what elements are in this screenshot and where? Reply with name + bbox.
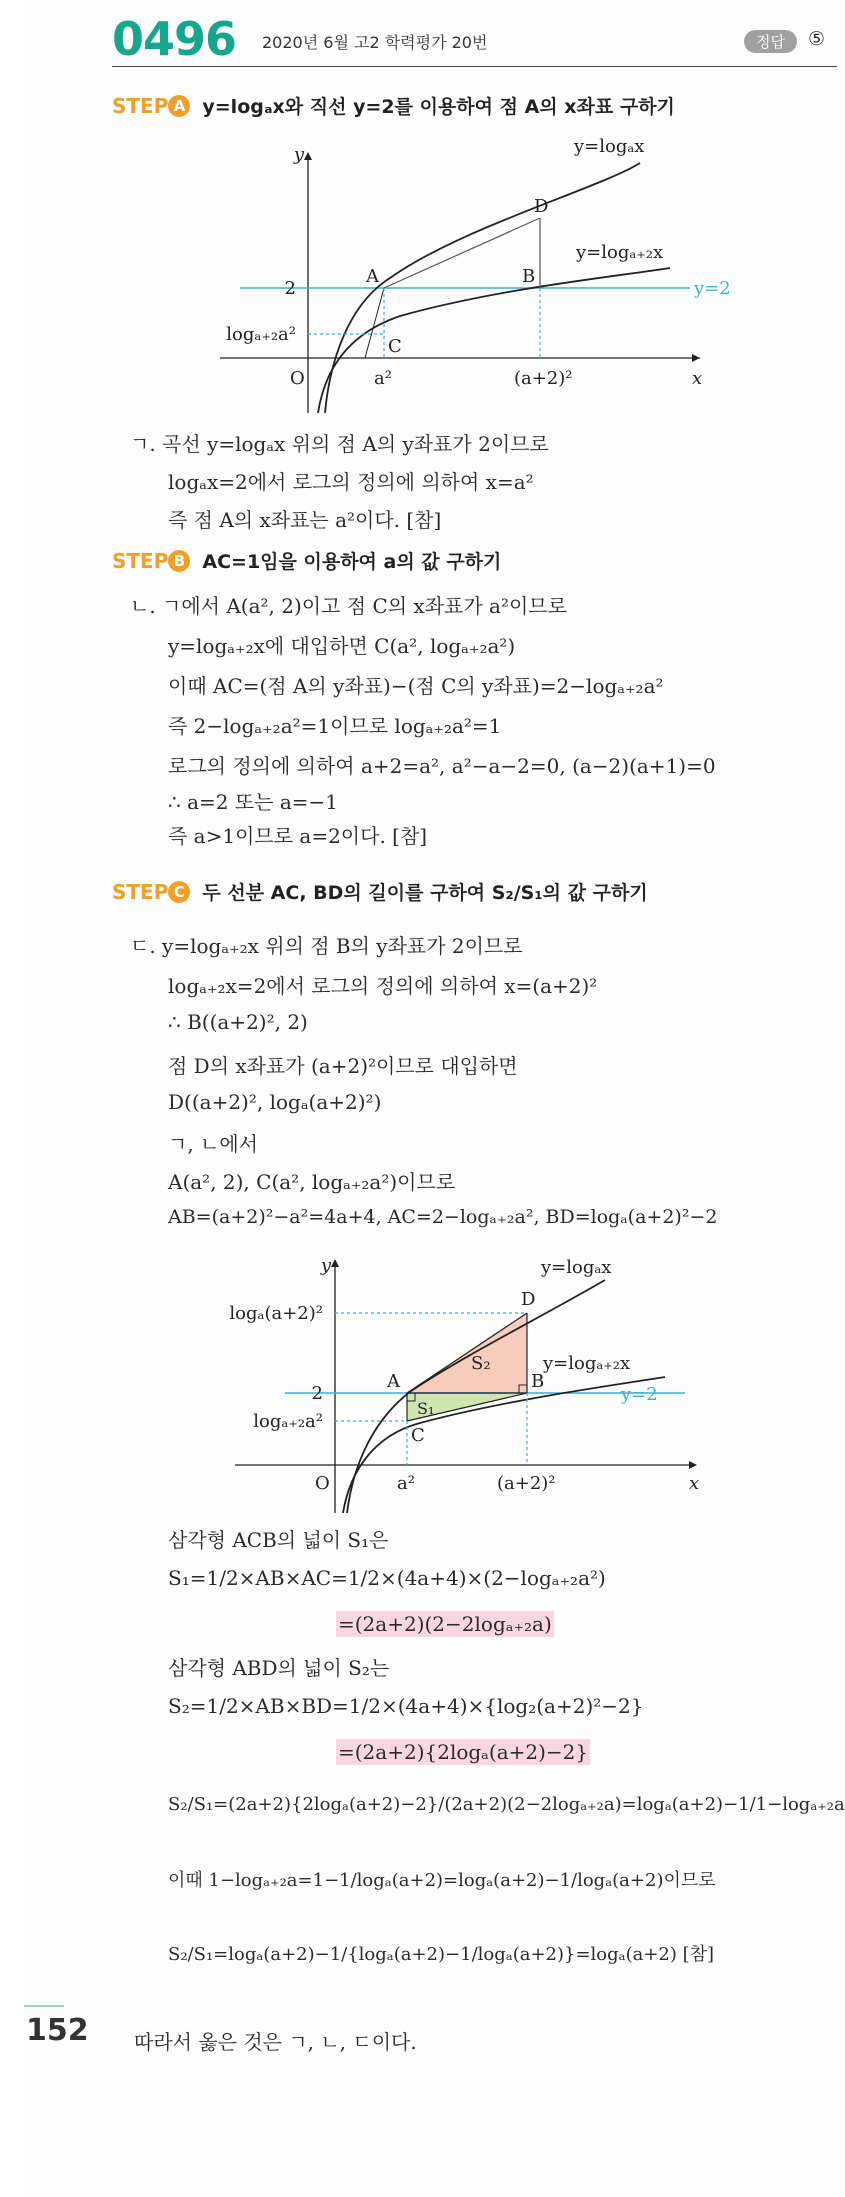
step-a-badge: A [168, 95, 190, 117]
line-label: y=2 [694, 278, 731, 299]
problem-header [112, 8, 837, 67]
text-d-3: =(2a+2)(2−2logₐ₊₂a) [338, 1612, 552, 1636]
g2-y-tick-log: logₐ₊₂a² [253, 1411, 323, 1432]
problem-number: 0496 [112, 12, 237, 66]
g2-point-d: D [521, 1289, 536, 1310]
step-b-heading: STEP B AC=1임을 이용하여 a의 값 구하기 [112, 549, 502, 573]
point-d: D [534, 196, 549, 217]
text-b-5: 로그의 정의에 의하여 a+2=a², a²−a−2=0, (a−2)(a+1)=0 [168, 754, 716, 778]
x-tick-a22: (a+2)² [514, 368, 573, 389]
segment-ad [384, 218, 540, 288]
text-c-4: 점 D의 x좌표가 (a+2)²이므로 대입하면 [168, 1054, 518, 1078]
text-a-2: logₐx=2에서 로그의 정의에 의하여 x=a² [168, 470, 534, 494]
g2-point-a: A [387, 1371, 400, 1392]
g2-origin-label: O [315, 1473, 330, 1494]
text-a-3: 즉 점 A의 x좌표는 a²이다. [참] [168, 508, 442, 532]
y-tick-log: logₐ₊₂a² [226, 324, 296, 345]
text-d-6-wrap [336, 1740, 590, 1764]
text-d-1: 삼각형 ACB의 넓이 S₁은 [168, 1528, 389, 1552]
answer-value: ⑤ [808, 28, 826, 50]
curve-top-label: y=logₐx [574, 136, 645, 157]
g2-x-axis-label: x [689, 1473, 700, 1494]
text-d-4: 삼각형 ABD의 넓이 S₂는 [168, 1656, 390, 1680]
text-c-5: D((a+2)², logₐ(a+2)²) [168, 1090, 382, 1114]
y-axis-label: y [293, 144, 304, 165]
g2-y-tick-2: 2 [311, 1383, 323, 1404]
text-c-6: ㄱ, ㄴ에서 [168, 1132, 258, 1156]
answer-badge: 정답 [744, 30, 797, 53]
text-d-10: 따라서 옳은 것은 ㄱ, ㄴ, ㄷ이다. [134, 2030, 417, 2054]
text-c-8: AB=(a+2)²−a²=4a+4, AC=2−logₐ₊₂a², BD=logₐ(a+2)²−2 [168, 1206, 718, 1228]
point-a: A [366, 266, 379, 287]
y-tick-2: 2 [284, 278, 296, 299]
step-c-heading: STEP C 두 선분 AC, BD의 길이를 구하여 S₂/S₁의 값 구하기 [112, 880, 648, 904]
graph-2 [215, 1245, 715, 1515]
step-a-title: y=logₐx와 직선 y=2를 이용하여 점 A의 x좌표 구하기 [202, 96, 675, 118]
step-b-badge: B [168, 550, 190, 572]
g2-y-tick-top: logₐ(a+2)² [229, 1303, 323, 1324]
g2-curve-bottom-label: y=logₐ₊₂x [543, 1353, 631, 1374]
text-d-2: S₁=1/2×AB×AC=1/2×(4a+4)×(2−logₐ₊₂a²) [168, 1566, 606, 1590]
g2-x-tick-a2: a² [397, 1473, 415, 1494]
step-c-badge: C [168, 881, 190, 903]
problem-source: 2020년 6월 고2 학력평가 20번 [262, 33, 488, 52]
text-c-3: ∴ B((a+2)², 2) [168, 1010, 308, 1034]
text-b-4: 즉 2−logₐ₊₂a²=1이므로 logₐ₊₂a²=1 [168, 714, 502, 738]
curve-bottom-label: y=logₐ₊₂x [576, 242, 664, 263]
footer-rule [24, 2005, 64, 2007]
origin-label: O [290, 368, 305, 389]
text-b-6: ∴ a=2 또는 a=−1 [168, 790, 339, 814]
x-tick-a2: a² [374, 368, 392, 389]
g2-label-s1: S₁ [417, 1399, 435, 1418]
text-b-2: y=logₐ₊₂x에 대입하면 C(a², logₐ₊₂a²) [168, 634, 516, 658]
step-c-title: 두 선분 AC, BD의 길이를 구하여 S₂/S₁의 값 구하기 [202, 882, 648, 904]
x-axis-label: x [692, 368, 703, 389]
text-d-8: 이때 1−logₐ₊₂a=1−1/logₐ(a+2)=logₐ(a+2)−1/logₐ(a+2)이므로 [168, 1870, 716, 1891]
g2-point-c: C [411, 1425, 425, 1446]
text-d-7: S₂/S₁=(2a+2){2logₐ(a+2)−2}/(2a+2)(2−2logₐ₊₂a)=logₐ(a+2)−1/1−logₐ₊₂a [168, 1794, 845, 1815]
text-d-3-wrap [336, 1612, 554, 1636]
graph-1 [200, 128, 731, 418]
g2-curve-top-label: y=logₐx [541, 1257, 612, 1278]
page-number: 152 [26, 2013, 89, 2048]
text-a-1: ㄱ. 곡선 y=logₐx 위의 점 A의 y좌표가 2이므로 [130, 432, 549, 456]
g2-y-axis-label: y [320, 1255, 331, 1276]
point-c: C [388, 336, 402, 357]
text-c-2: logₐ₊₂x=2에서 로그의 정의에 의하여 x=(a+2)² [168, 974, 598, 998]
text-d-9: S₂/S₁=logₐ(a+2)−1/{logₐ(a+2)−1/logₐ(a+2)}=logₐ(a+2) [참] [168, 1944, 715, 1965]
step-b-title: AC=1임을 이용하여 a의 값 구하기 [202, 551, 502, 573]
text-b-1: ㄴ. ㄱ에서 A(a², 2)이고 점 C의 x좌표가 a²이므로 [130, 594, 567, 618]
text-c-7: A(a², 2), C(a², logₐ₊₂a²)이므로 [168, 1170, 456, 1194]
g2-x-tick-a22: (a+2)² [497, 1473, 556, 1494]
text-d-6: =(2a+2){2logₐ(a+2)−2} [338, 1740, 589, 1764]
text-b-3: 이때 AC=(점 A의 y좌표)−(점 C의 y좌표)=2−logₐ₊₂a² [168, 674, 664, 698]
text-b-7: 즉 a>1이므로 a=2이다. [참] [168, 824, 428, 848]
text-d-5: S₂=1/2×AB×BD=1/2×(4a+4)×{log₂(a+2)²−2} [168, 1694, 644, 1718]
step-a-heading: STEP A y=logₐx와 직선 y=2를 이용하여 점 A의 x좌표 구하기 [112, 94, 675, 118]
g2-point-b: B [531, 1371, 545, 1392]
text-c-1: ㄷ. y=logₐ₊₂x 위의 점 B의 y좌표가 2이므로 [130, 934, 523, 958]
g2-line-label: y=2 [621, 1384, 658, 1405]
curve-log-a2 [318, 268, 670, 413]
g2-label-s2: S₂ [471, 1353, 491, 1374]
point-b: B [522, 266, 536, 287]
